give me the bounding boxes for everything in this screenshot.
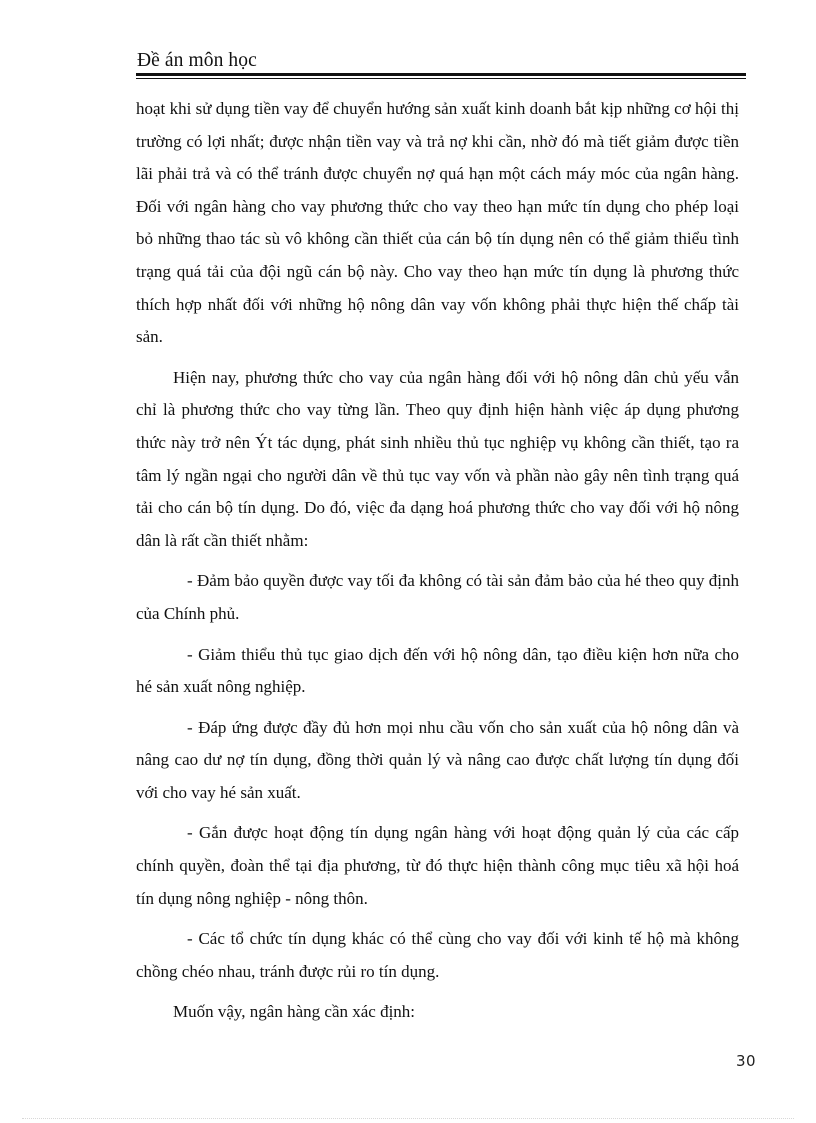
paragraph-continuation: hoạt khi sử dụng tiền vay để chuyển hướng sản xuất kinh doanh bắt kịp những cơ hội thị trường có lợi nhất; được nhận tiền vay và trả nợ khi cần, nhờ đó mà tiết giảm được tiền lãi phải trả và có thể tránh được chuyển nợ quá hạn một cách máy móc của ngân hàng. Đối với ngân hàng cho vay phương thức cho vay theo hạn mức tín dụng cho phép loại bỏ những thao tác sù vô không cần thiết của cán bộ tín dụng nên có thể giảm thiểu tình trạng quá tải của đội ngũ cán bộ này. Cho vay theo hạn mức tín dụng là phương thức thích hợp nhất đối với những hộ nông dân vay vốn không phải thực hiện thế chấp tài sản. [136, 99, 739, 347]
document-title: Đề án môn học [137, 50, 257, 71]
body-text [136, 93, 739, 1037]
page-bottom-border [22, 1118, 794, 1119]
paragraph-conclusion: Muốn vậy, ngân hàng cần xác định: [173, 1002, 416, 1022]
bullet-meet-needs: - Đáp ứng được đầy đủ hơn mọi nhu cầu vốn cho sản xuất của hộ nông dân và nâng cao dư nợ tín dụng, đồng thời quản lý và nâng cao được chất lượng tín dụng đối với cho vay hé sản xuất. [136, 717, 739, 802]
header-rule-thick [136, 73, 746, 76]
paragraph-current-method: Hiện nay, phương thức cho vay của ngân hàng đối với hộ nông dân chủ yếu vẫn chỉ là phương thức cho vay từng lần. Theo quy định hiện hành việc áp dụng phương thức này trở nên Ýt tác dụng, phát sinh nhiều thủ tục nghiệp vụ không cần thiết, tạo ra tâm lý ngần ngại cho người dân về thủ tục vay vốn và phần nào gây nên tình trạng quá tải cho cán bộ tín dụng. Do đó, việc đa dạng hoá phương thức cho vay đối với hộ nông dân là rất cần thiết nhằm: [136, 367, 739, 550]
page-number: 30 [736, 1052, 757, 1070]
bullet-reduce-procedures: - Giảm thiểu thủ tục giao dịch đến với hộ nông dân, tạo điều kiện hơn nữa cho hé sản xuất nông nghiệp. [136, 644, 739, 697]
header-rule-thin [136, 78, 746, 79]
bullet-guarantee: - Đảm bảo quyền được vay tối đa không có tài sản đảm bảo của hé theo quy định của Chính phủ. [136, 571, 739, 623]
page-header [136, 50, 746, 79]
bullet-other-institutions: - Các tổ chức tín dụng khác có thể cùng cho vay đối với kinh tế hộ mà không chồng chéo nhau, tránh được rủi ro tín dụng. [136, 929, 739, 981]
bullet-link-activities: - Gắn được hoạt động tín dụng ngân hàng với hoạt động quản lý của các cấp chính quyền, đoàn thể tại địa phương, từ đó thực hiện thành công mục tiêu xã hội hoá tín dụng nông nghiệp - nông thôn. [136, 823, 739, 908]
